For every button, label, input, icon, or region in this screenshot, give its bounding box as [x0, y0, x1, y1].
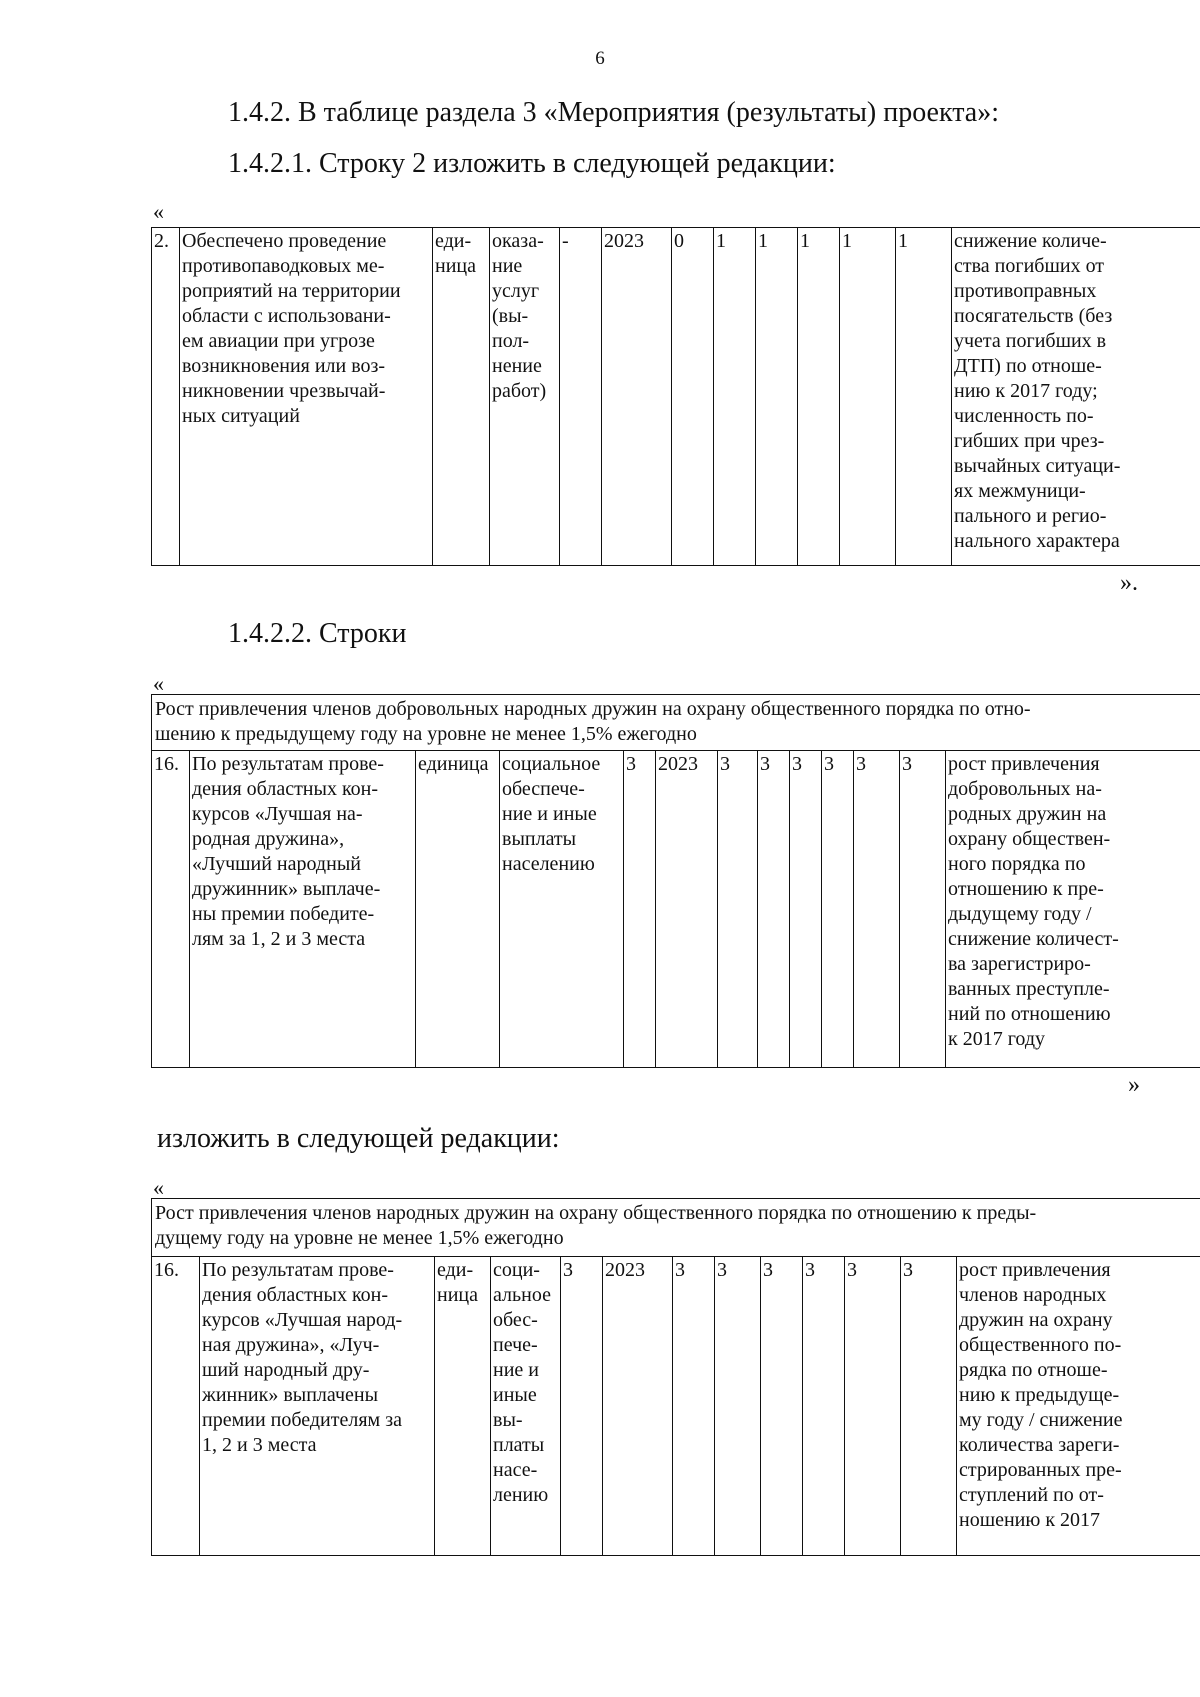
- replace-text: изложить в следующей редакции:: [157, 1123, 560, 1154]
- value-cell: 3: [715, 1257, 761, 1556]
- open-quote-3: «: [153, 1175, 164, 1200]
- event-name: Обеспечено проведение противопаводковых ме- роприятий на территории области с использовани- ем авиации при угрозе возникновения или воз- никновении чрезвычай- ных ситуаций: [180, 228, 433, 566]
- type: оказа- ние услуг (вы- пол- нение работ): [490, 228, 560, 566]
- value-cell: 3: [790, 751, 822, 1068]
- table-row-2: [151, 227, 1200, 566]
- value-cell: 3: [673, 1257, 715, 1556]
- row-number: 2.: [152, 228, 180, 566]
- value-cell: 3: [758, 751, 790, 1068]
- table-header-row: [152, 1199, 1200, 1257]
- value-cell: 3: [761, 1257, 803, 1556]
- section-header: Рост привлечения членов народных дружин на охрану общественного порядка по отношению к преды- дущему году на уровне не менее 1,5% ежегодно: [152, 1199, 1200, 1257]
- value-cell: 3: [822, 751, 854, 1068]
- section-header: Рост привлечения членов добровольных народных дружин на охрану общественного порядка по отно- шению к предыдущему году на уровне не менее 1,5% ежегодно: [152, 695, 1200, 751]
- relation-text: снижение количе- ства погибших от противоправных посягательств (без учета погибших в ДТП) по отноше- нию к 2017 году; численность по- гибших при чрез- вычайных ситуаци- ях межмуници- пального и регио- нального характера: [952, 228, 1200, 566]
- base-value: 3: [561, 1257, 603, 1556]
- unit: еди- ница: [435, 1257, 491, 1556]
- close-quote-2: »: [1128, 1072, 1140, 1098]
- row-number: 16.: [152, 1257, 200, 1556]
- section-heading-1-4-2-1: 1.4.2.1. Строку 2 изложить в следующей редакции:: [228, 148, 836, 179]
- value-cell: 1: [840, 228, 896, 566]
- table-row: [152, 1257, 1200, 1556]
- open-quote-2: «: [153, 671, 164, 696]
- base-year: 2023: [656, 751, 718, 1068]
- base-value: -: [560, 228, 602, 566]
- row-number: 16.: [152, 751, 190, 1068]
- unit: еди- ница: [433, 228, 490, 566]
- value-cell: 1: [896, 228, 952, 566]
- value-cell: 1: [798, 228, 840, 566]
- base-year: 2023: [602, 228, 672, 566]
- value-cell: 3: [845, 1257, 901, 1556]
- section-heading-1-4-2: 1.4.2. В таблице раздела 3 «Мероприятия (результаты) проекта»:: [228, 97, 999, 128]
- relation-text: рост привлечения добровольных на- родных дружин на охрану обществен- ного порядка по отношению к пре- дыдущему году / снижение количест- ва зарегистриро- ванных преступле- ний по отношению к 2017 году: [946, 751, 1200, 1068]
- value-cell: 3: [900, 751, 946, 1068]
- page-number: 6: [595, 48, 605, 69]
- base-year: 2023: [603, 1257, 673, 1556]
- value-cell: 3: [854, 751, 900, 1068]
- value-cell: 0: [672, 228, 714, 566]
- event-name: По результатам прове- дения областных кон- курсов «Лучшая на- родная дружина», «Лучший народный дружинник» выплаче- ны премии победите- лям за 1, 2 и 3 места: [190, 751, 416, 1068]
- type: соци- альное обес- пече- ние и иные вы- платы насе- лению: [491, 1257, 561, 1556]
- value-cell: 3: [901, 1257, 957, 1556]
- section-heading-1-4-2-2: 1.4.2.2. Строки: [228, 618, 407, 649]
- value-cell: 3: [803, 1257, 845, 1556]
- close-quote-1: ».: [1120, 570, 1138, 596]
- value-cell: 1: [714, 228, 756, 566]
- type: социальное обеспече- ние и иные выплаты населению: [500, 751, 624, 1068]
- value-cell: 1: [756, 228, 798, 566]
- table-rows-new: [151, 1198, 1200, 1556]
- table-header-row: [152, 695, 1200, 751]
- relation-text: рост привлечения членов народных дружин на охрану общественного по- рядка по отноше- нию к предыдуще- му году / снижение количества зареги- стрированных пре- ступлений по от- ношению к 2017: [957, 1257, 1200, 1556]
- table-row: [152, 228, 1200, 566]
- table-row: [152, 751, 1200, 1068]
- unit: единица: [416, 751, 500, 1068]
- event-name: По результатам прове- дения областных кон- курсов «Лучшая народ- ная дружина», «Луч- ший народный дру- жинник» выплачены премии победителям за 1, 2 и 3 места: [200, 1257, 435, 1556]
- table-rows-old: [151, 694, 1200, 1068]
- base-value: 3: [624, 751, 656, 1068]
- open-quote-1: «: [153, 199, 164, 224]
- value-cell: 3: [718, 751, 758, 1068]
